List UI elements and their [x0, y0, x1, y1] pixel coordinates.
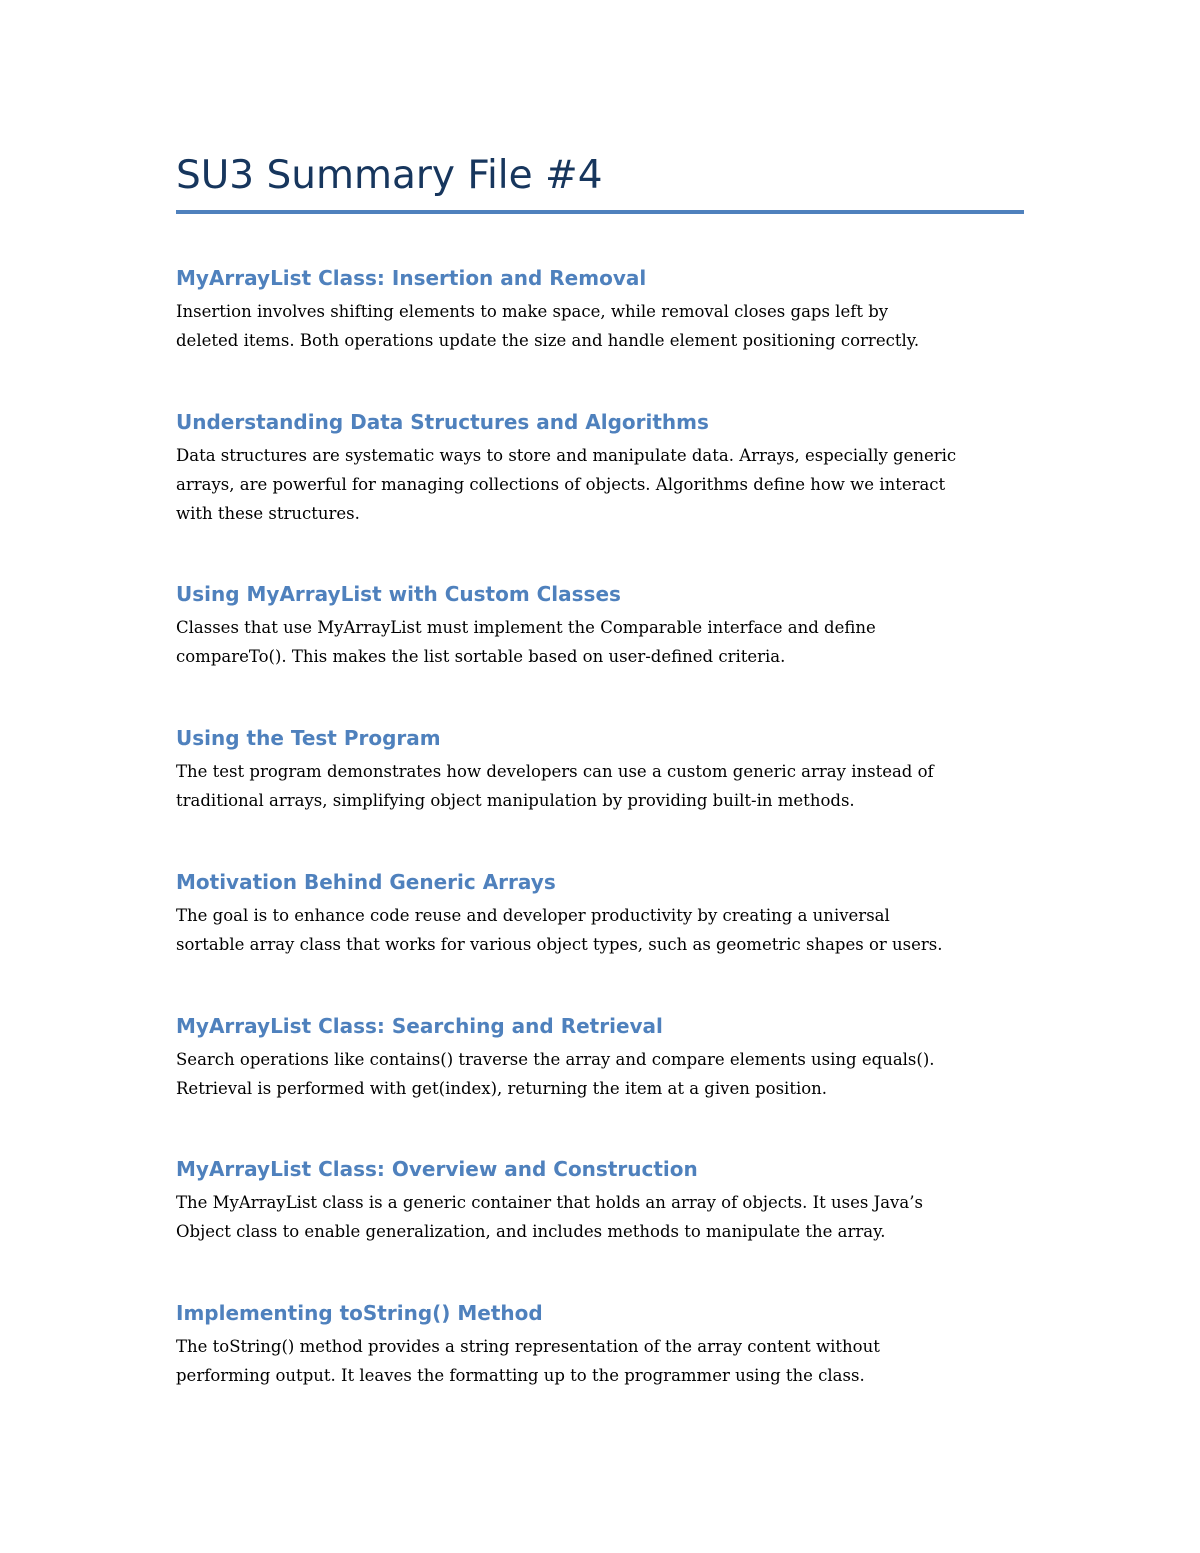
section-heading: MyArrayList Class: Overview and Construction	[176, 1157, 698, 1181]
section-heading: Understanding Data Structures and Algorithms	[176, 410, 709, 434]
section-body	[176, 757, 1036, 815]
section-heading: Using the Test Program	[176, 726, 441, 750]
body-line: deleted items. Both operations update the size and handle element positioning correctly.	[176, 331, 920, 350]
body-line: Insertion involves shifting elements to make space, while removal closes gaps left by	[176, 302, 889, 321]
section-custom-classes	[176, 579, 1036, 671]
body-line: Classes that use MyArrayList must implement the Comparable interface and define	[176, 618, 876, 637]
section-heading: Motivation Behind Generic Arrays	[176, 870, 556, 894]
section-body	[176, 297, 1036, 355]
section-body	[176, 1045, 1036, 1103]
body-line: with these structures.	[176, 504, 360, 523]
section-searching-retrieval	[176, 1011, 1036, 1103]
body-line: arrays, are powerful for managing collections of objects. Algorithms define how we interact	[176, 475, 946, 494]
section-heading: Using MyArrayList with Custom Classes	[176, 582, 621, 606]
document-title: SU3 Summary File #4	[176, 153, 603, 198]
section-body	[176, 901, 1036, 959]
body-line: The toString() method provides a string representation of the array content without	[176, 1337, 880, 1356]
section-insertion-removal	[176, 263, 1036, 355]
body-line: Retrieval is performed with get(index), returning the item at a given position.	[176, 1079, 828, 1098]
body-line: The test program demonstrates how developers can use a custom generic array instead of	[176, 762, 934, 781]
section-generic-arrays	[176, 867, 1036, 959]
section-heading: MyArrayList Class: Searching and Retrieval	[176, 1014, 663, 1038]
section-test-program	[176, 723, 1036, 815]
section-body	[176, 441, 1036, 528]
body-line: compareTo(). This makes the list sortable based on user-defined criteria.	[176, 647, 786, 666]
section-body	[176, 613, 1036, 671]
title-underline	[176, 210, 1024, 214]
body-line: traditional arrays, simplifying object manipulation by providing built-in methods.	[176, 791, 855, 810]
body-line: Search operations like contains() traverse the array and compare elements using equals().	[176, 1050, 935, 1069]
section-heading: Implementing toString() Method	[176, 1301, 543, 1325]
section-body	[176, 1332, 1036, 1390]
body-line: sortable array class that works for various object types, such as geometric shapes or users.	[176, 935, 943, 954]
body-line: Data structures are systematic ways to store and manipulate data. Arrays, especially generic	[176, 446, 957, 465]
body-line: The MyArrayList class is a generic container that holds an array of objects. It uses Java’s	[176, 1193, 923, 1212]
body-line: performing output. It leaves the formatting up to the programmer using the class.	[176, 1366, 865, 1385]
section-heading: MyArrayList Class: Insertion and Removal	[176, 266, 647, 290]
section-body	[176, 1188, 1036, 1246]
body-line: The goal is to enhance code reuse and developer productivity by creating a universal	[176, 906, 890, 925]
section-data-structures	[176, 407, 1036, 528]
section-tostring	[176, 1298, 1036, 1390]
body-line: Object class to enable generalization, and includes methods to manipulate the array.	[176, 1222, 886, 1241]
section-overview-construction	[176, 1154, 1036, 1246]
